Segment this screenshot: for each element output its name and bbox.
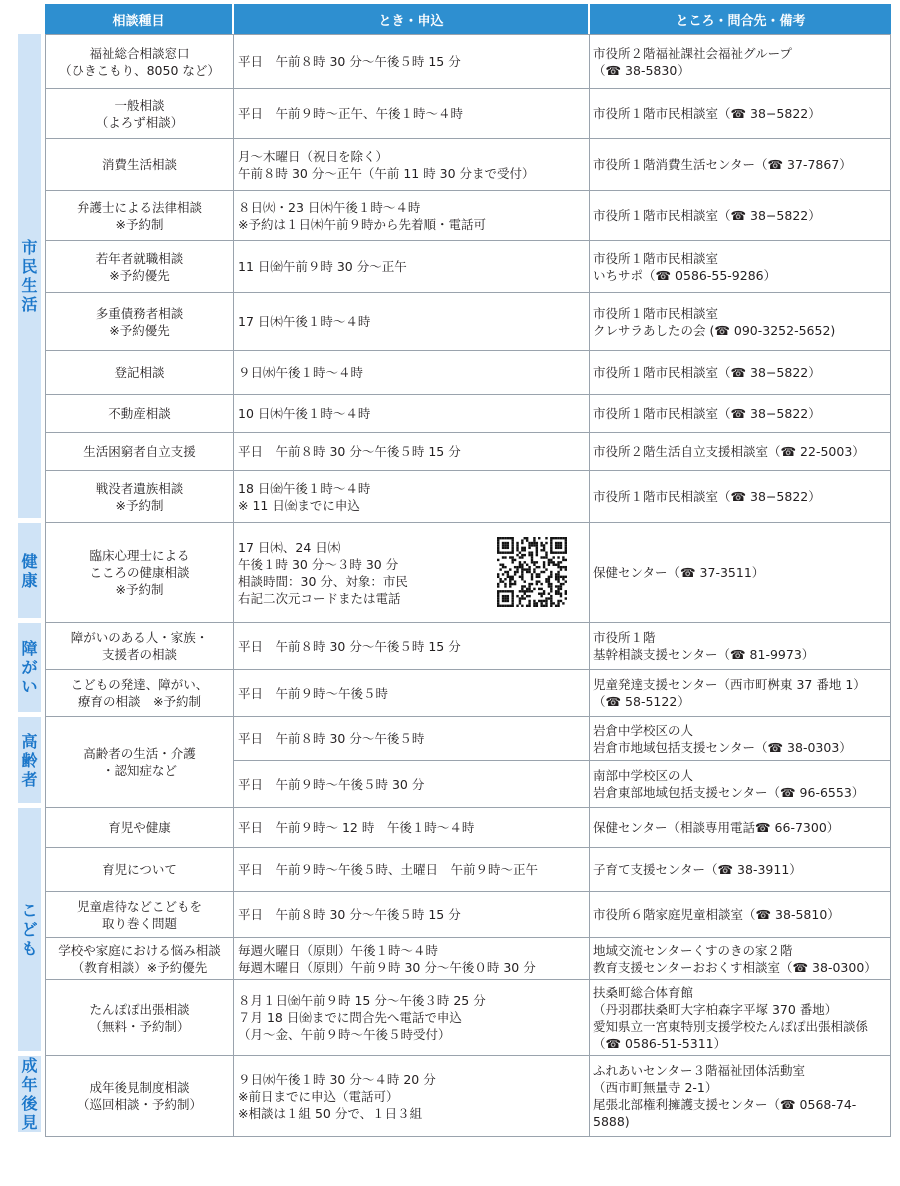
text-line: 市役所１階市民相談室（☎ 38−5822） xyxy=(593,406,821,421)
text-line: ８月１日㈮午前９時 15 分～午後３時 25 分 xyxy=(238,993,486,1008)
table-row xyxy=(18,848,891,892)
schedule-cell xyxy=(234,670,590,717)
schedule-cell xyxy=(234,523,590,623)
schedule-cell xyxy=(234,395,590,433)
consultation-type xyxy=(45,395,234,433)
text-line: 市役所１階市民相談室（☎ 38−5822） xyxy=(593,106,821,121)
consultation-type xyxy=(45,980,234,1056)
schedule-cell xyxy=(234,892,590,938)
consultation-type xyxy=(45,89,234,139)
contact-cell xyxy=(590,761,891,808)
contact-cell xyxy=(590,523,891,623)
category-char: 障 xyxy=(21,639,38,658)
table-row xyxy=(18,523,891,623)
table-row xyxy=(18,623,891,670)
category-kodomo xyxy=(18,808,41,1056)
consultation-type xyxy=(45,808,234,848)
text-line: 取り巻く問題 xyxy=(101,915,177,931)
header-where: ところ・問合先・備考 xyxy=(590,4,891,34)
category-char: も xyxy=(21,939,38,958)
contact-cell xyxy=(590,808,891,848)
text-line: 弁護士による法律相談 xyxy=(76,199,202,215)
text-line: 17 日㈭、24 日㈭ xyxy=(238,539,341,555)
contact-cell xyxy=(590,623,891,670)
text-line: 平日 午前８時 30 分～午後５時 15 分 xyxy=(238,444,461,459)
table-row xyxy=(18,471,891,523)
text-line: ９日㈬午後１時 30 分～４時 20 分 xyxy=(238,1071,436,1087)
schedule-cell xyxy=(234,623,590,670)
text-line: ※相談は１組 50 分で、１日３組 xyxy=(238,1105,423,1121)
text-line: ７月 18 日㈮までに問合先へ電話で申込 xyxy=(238,1010,462,1025)
category-char: 者 xyxy=(21,769,38,789)
text-line: （巡回相談・予約制） xyxy=(76,1097,202,1112)
contact-cell xyxy=(590,717,891,761)
category-char: こ xyxy=(21,901,38,920)
text-line: 基幹相談支援センター（☎ 81-9973） xyxy=(593,647,815,662)
text-line: 平日 午前９時～午後５時 30 分 xyxy=(238,776,425,792)
text-line: （丹羽郡扶桑町大字柏森字平塚 370 番地） xyxy=(593,1001,838,1017)
contact-cell xyxy=(590,351,891,395)
contact-cell xyxy=(590,433,891,471)
schedule-cell xyxy=(234,241,590,293)
text-line: 保健センター（相談専用電話☎ 66-7300） xyxy=(593,820,840,835)
text-line: ※予約制 xyxy=(115,216,164,232)
schedule-cell xyxy=(234,808,590,848)
consultation-type xyxy=(45,717,234,808)
text-line: 臨床心理士による xyxy=(89,548,190,563)
category-char: 健 xyxy=(21,551,38,571)
table-row xyxy=(18,351,891,395)
text-line: 多重債務者相談 xyxy=(95,305,184,321)
category-char: 民 xyxy=(21,257,38,276)
schedule-cell xyxy=(234,351,590,395)
text-line: クレサラあしたの会 (☎ 090-3252-5652) xyxy=(593,322,836,338)
text-line: 平日 午前９時～午後５時、土曜日 午前９時～正午 xyxy=(238,862,539,877)
text-line: 18 日㈮午後１時～４時 xyxy=(238,480,371,496)
contact-cell xyxy=(590,395,891,433)
text-line: 市役所１階消費生活センター（☎ 37-7867） xyxy=(593,157,852,172)
consultation-type xyxy=(45,670,234,717)
text-line: 児童虐待などこどもを xyxy=(76,898,202,914)
category-char: ど xyxy=(21,920,38,939)
text-line: 市役所１階市民相談室 xyxy=(593,305,719,321)
text-line: ・認知症など xyxy=(101,763,177,778)
text-line: 療育の相談 ※予約制 xyxy=(78,694,201,709)
text-line: ※予約制 xyxy=(115,582,164,597)
text-line: ※前日までに申込（電話可） xyxy=(238,1088,399,1104)
text-line: （西市町無量寺 2-1） xyxy=(593,1080,718,1095)
category-char: 後 xyxy=(21,1094,38,1113)
text-line: 福祉総合相談窓口 xyxy=(89,45,190,61)
table-header-row xyxy=(18,4,891,34)
table-row xyxy=(18,433,891,471)
text-line: 平日 午前９時～正午、午後１時～４時 xyxy=(238,106,464,121)
text-line: 平日 午前９時～午後５時 xyxy=(238,685,389,701)
contact-cell xyxy=(590,892,891,938)
text-line: 毎週木曜日（原則）午前９時 30 分～午後０時 30 分 xyxy=(238,959,536,975)
text-line: 南部中学校区の人 xyxy=(593,768,694,783)
consultation-type xyxy=(45,623,234,670)
text-line: 支援者の相談 xyxy=(101,647,177,662)
consultation-type xyxy=(45,892,234,938)
consultation-table xyxy=(18,4,891,1137)
consultation-type xyxy=(45,848,234,892)
text-line: ※予約優先 xyxy=(109,322,170,338)
text-line: 市役所１階 xyxy=(593,630,656,645)
table-row xyxy=(18,241,891,293)
schedule-cell xyxy=(234,1056,590,1137)
text-line: 障がいのある人・家族・ xyxy=(70,630,209,645)
contact-cell xyxy=(590,938,891,980)
text-line: 保健センター（☎ 37-3511） xyxy=(593,565,765,580)
text-line: 右記二次元コードまたは電話 xyxy=(238,590,401,606)
table-row xyxy=(18,293,891,351)
text-line: 市役所２階福祉課社会福祉グループ xyxy=(593,45,793,61)
text-line: 平日 午前９時～ 12 時 午後１時～４時 xyxy=(238,820,475,835)
text-line: （☎ 58-5122） xyxy=(593,694,690,709)
consultation-type xyxy=(45,34,234,89)
text-line: （月～金、午前９時～午後５時受付） xyxy=(238,1027,451,1042)
schedule-cell xyxy=(234,717,590,761)
table-row xyxy=(18,938,891,980)
table-row xyxy=(18,808,891,848)
category-shogai xyxy=(18,623,41,717)
text-line: 育児について xyxy=(102,862,177,877)
header-when: とき・申込 xyxy=(234,4,590,34)
text-line: （ひきこもり、8050 など） xyxy=(59,62,220,78)
text-line: 5888) xyxy=(593,1114,630,1129)
table-row xyxy=(18,980,891,1056)
table-row xyxy=(18,34,891,89)
contact-cell xyxy=(590,139,891,191)
category-kenko xyxy=(18,523,41,623)
contact-cell xyxy=(590,980,891,1056)
text-line: こどもの発達、障がい、 xyxy=(70,677,209,692)
schedule-cell xyxy=(234,34,590,89)
text-line: 市役所１階市民相談室 xyxy=(593,250,719,266)
consultation-type xyxy=(45,293,234,351)
text-line: 愛知県立一宮東特別支援学校たんぽぽ出張相談係 xyxy=(593,1018,869,1034)
contact-cell xyxy=(590,1056,891,1137)
text-line: 生活困窮者自立支援 xyxy=(83,444,196,459)
contact-cell xyxy=(590,848,891,892)
text-line: 午後１時 30 分～３時 30 分 xyxy=(238,556,399,572)
schedule-cell xyxy=(234,471,590,523)
text-line: ９日㈬午後１時～４時 xyxy=(238,365,364,380)
category-char: 年 xyxy=(21,1075,38,1094)
text-line: （教育相談）※予約優先 xyxy=(71,959,208,975)
text-line: 若年者就職相談 xyxy=(95,250,184,266)
consultation-type xyxy=(45,191,234,241)
table-row xyxy=(18,395,891,433)
header-gap xyxy=(18,4,41,34)
text-line: 子育て支援センター（☎ 38-3911） xyxy=(593,862,802,877)
contact-cell xyxy=(590,471,891,523)
text-line: 一般相談 xyxy=(114,97,165,113)
text-line: （無料・予約制） xyxy=(89,1018,190,1034)
category-char: 活 xyxy=(21,295,38,314)
text-line: 岩倉中学校区の人 xyxy=(593,722,694,738)
text-line: 10 日㈭午後１時～４時 xyxy=(238,406,371,421)
consultation-type xyxy=(45,471,234,523)
text-line: 相談時間：30 分、対象：市民 xyxy=(238,573,408,589)
category-char: い xyxy=(21,677,38,696)
text-line: 登記相談 xyxy=(114,365,165,380)
text-line: いちサポ（☎ 0586-55-9286） xyxy=(593,267,777,283)
contact-cell xyxy=(590,34,891,89)
schedule-cell xyxy=(234,139,590,191)
consultation-type xyxy=(45,139,234,191)
category-koreisha xyxy=(18,717,41,808)
text-line: ※予約は１日㈭午前９時から先着順・電話可 xyxy=(238,216,486,232)
text-line: 平日 午前８時 30 分～午後５時 15 分 xyxy=(238,907,461,922)
text-line: （よろず相談） xyxy=(95,114,184,130)
text-line: 平日 午前８時 30 分～午後５時 15 分 xyxy=(238,638,461,654)
text-line: 毎週火曜日（原則）午後１時～４時 xyxy=(238,942,439,958)
text-line: 月～木曜日（祝日を除く） xyxy=(238,148,389,164)
text-line: （☎ 0586-51-5311） xyxy=(593,1035,727,1051)
category-shimin-seikatsu xyxy=(18,34,41,523)
contact-cell xyxy=(590,670,891,717)
text-line: 不動産相談 xyxy=(108,406,171,421)
text-line: ※予約制 xyxy=(115,497,164,513)
text-line: 成年後見制度相談 xyxy=(89,1080,190,1095)
schedule-cell xyxy=(234,191,590,241)
consultation-type xyxy=(45,433,234,471)
category-char: 高 xyxy=(21,731,38,751)
text-line: たんぽぽ出張相談 xyxy=(89,1001,190,1017)
text-line: 尾張北部権利擁護支援センター（☎ 0568-74- xyxy=(593,1097,857,1112)
schedule-cell xyxy=(234,848,590,892)
category-char: 生 xyxy=(21,276,38,295)
text-line: 岩倉市地域包括支援センター（☎ 38-0303） xyxy=(593,739,852,755)
schedule-cell xyxy=(234,980,590,1056)
text-line: 市役所２階生活自立支援相談室（☎ 22-5003） xyxy=(593,444,865,459)
consultation-type xyxy=(45,241,234,293)
text-line: 市役所１階市民相談室（☎ 38−5822） xyxy=(593,208,821,223)
text-line: （☎ 38-5830） xyxy=(593,62,690,78)
text-line: 17 日㈭午後１時～４時 xyxy=(238,314,371,329)
table-row xyxy=(18,139,891,191)
text-line: 平日 午前８時 30 分～午後５時 xyxy=(238,731,425,746)
category-char: 康 xyxy=(21,570,38,590)
text-line: 11 日㈮午前９時 30 分～正午 xyxy=(238,259,407,274)
category-char: 市 xyxy=(21,238,38,257)
text-line: 市役所１階市民相談室（☎ 38−5822） xyxy=(593,365,821,380)
text-line: 学校や家庭における悩み相談 xyxy=(58,942,221,958)
text-line: 平日 午前８時 30 分～午後５時 15 分 xyxy=(238,54,461,69)
qr-code-icon[interactable] xyxy=(497,537,567,607)
table-row xyxy=(18,191,891,241)
text-line: こころの健康相談 xyxy=(89,565,190,580)
schedule-cell xyxy=(234,761,590,808)
table-row xyxy=(18,89,891,139)
header-type: 相談種目 xyxy=(45,4,234,34)
text-line: 扶桑町総合体育館 xyxy=(593,984,694,1000)
text-line: 児童発達支援センター（西市町桝東 37 番地 1） xyxy=(593,677,866,692)
text-line: 岩倉東部地域包括支援センター（☎ 96-6553） xyxy=(593,785,865,800)
text-line: ※ 11 日㈮までに申込 xyxy=(238,497,360,513)
category-char: 見 xyxy=(21,1113,38,1132)
category-char: 成 xyxy=(21,1056,38,1075)
text-line: 育児や健康 xyxy=(108,820,171,835)
category-seinen-koken xyxy=(18,1056,41,1137)
consultation-type xyxy=(45,351,234,395)
text-line: 市役所６階家庭児童相談室（☎ 38-5810） xyxy=(593,907,840,922)
consultation-type xyxy=(45,523,234,623)
schedule-cell xyxy=(234,433,590,471)
schedule-cell xyxy=(234,293,590,351)
category-char: が xyxy=(21,658,38,677)
text-line: 戦没者遺族相談 xyxy=(95,480,184,496)
contact-cell xyxy=(590,293,891,351)
table-row xyxy=(18,892,891,938)
table-row xyxy=(18,1056,891,1137)
text-line: 地域交流センターくすのきの家２階 xyxy=(593,942,793,958)
consultation-type xyxy=(45,938,234,980)
text-line: 午前８時 30 分～正午（午前 11 時 30 分まで受付） xyxy=(238,165,535,181)
schedule-cell xyxy=(234,938,590,980)
text-line: ※予約優先 xyxy=(109,267,170,283)
category-char: 齢 xyxy=(21,750,38,770)
contact-cell xyxy=(590,191,891,241)
contact-cell xyxy=(590,89,891,139)
text-line: 教育支援センターおおくす相談室（☎ 38-0300） xyxy=(593,959,877,975)
text-line: 市役所１階市民相談室（☎ 38−5822） xyxy=(593,489,821,504)
text-line: 高齢者の生活・介護 xyxy=(83,746,196,761)
table-row xyxy=(18,670,891,717)
consultation-type xyxy=(45,1056,234,1137)
contact-cell xyxy=(590,241,891,293)
text-line: ふれあいセンター３階福祉団体活動室 xyxy=(593,1063,806,1078)
text-line: ８日㈫・23 日㈭午後１時～４時 xyxy=(238,199,421,215)
table-row xyxy=(18,717,891,761)
text-line: 消費生活相談 xyxy=(101,157,177,172)
schedule-cell xyxy=(234,89,590,139)
